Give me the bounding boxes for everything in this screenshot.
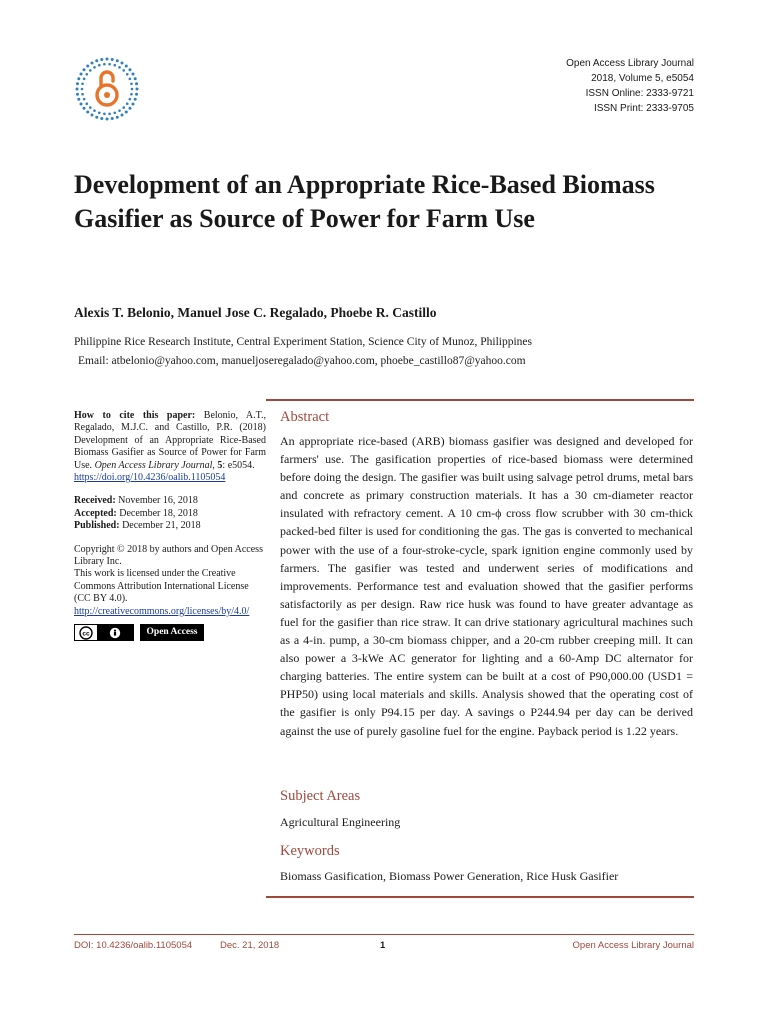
- logo-dot: [93, 66, 96, 69]
- cite-label: How to cite this paper:: [74, 410, 196, 421]
- doi-link[interactable]: https://doi.org/10.4236/oalib.1105054: [74, 472, 226, 484]
- logo-dot: [76, 82, 79, 85]
- logo-dot: [134, 98, 137, 101]
- accepted-date: December 18, 2018: [119, 507, 198, 519]
- subject-areas-heading: Subject Areas: [280, 788, 361, 804]
- logo-dot: [128, 107, 131, 110]
- logo-dot: [100, 58, 103, 61]
- logo-dot: [108, 63, 111, 66]
- logo-dot: [131, 103, 134, 106]
- abstract-body: An appropriate rice-based (ARB) biomass gasifier was designed and developed for farmers' use. The gasification properties of rice-based biomass were determined before doing the design. The gasifier was built using salvage petrol drums, metal bars and concrete as primary construction materials. It has a 30 cm-diameter reactor insulated with refractory cement. A 10 cm-ϕ cross flow scrubber with 30 cm-thick packed-bed filter is used for conditioning the gas. The gas is converted to mechanical power with the use of a four-stroke-cycle, spark ignition engine commonly used by farmers. The gasifier was tested and underwent series of modifications and improvements. Performance test and evaluation showed that the gasifier performs satisfactorily as per design. Raw rice husk was found to have greater advantage as fuel for the gasifier than rice straw. It can drive stationary agricultural machines such as a 4-in. pump, a 30-cm biomass chipper, and a 20-cm rubber creeping mill. It can also power a 3-kWe AC generator for lighting and a 60-Amp DC alternator for charging batteries. The entire system can be built at a cost of P90,000.00 (USD1 = PHP50) using local materials and skills. Analysis showed that the operating cost of the gasifier is only P94.15 per day. A savings o P244.94 per day can be derived against the use of purely gasoline fuel for the engine. Payback period is 1.22 years.: [280, 434, 693, 738]
- logo-dot: [126, 102, 129, 105]
- logo-dot: [106, 58, 109, 61]
- published-date: December 21, 2018: [122, 520, 201, 532]
- published-label: Published:: [74, 520, 120, 532]
- logo-dot: [111, 58, 114, 61]
- citation-block: How to cite this paper: Belonio, A.T., Regalado, M.J.C. and Castillo, P.R. (2018) Development of an Appropriate Rice-Based Biomass Gasifier as Source of Power for Farm Use. Open Access Library Journal, 5: e5054.: [74, 410, 266, 471]
- logo-dot: [91, 113, 94, 116]
- open-access-lock-icon: [97, 72, 117, 105]
- logo-dot: [135, 93, 138, 96]
- footer-date: Dec. 21, 2018: [220, 940, 280, 951]
- logo-dot: [76, 93, 79, 96]
- logo-dot: [77, 77, 80, 80]
- license-link[interactable]: http://creativecommons.org/licenses/by/4.0/: [74, 605, 250, 617]
- logo-dot: [98, 64, 101, 67]
- logo-dot: [89, 106, 92, 109]
- logo-dot: [128, 68, 131, 71]
- page-footer: [74, 940, 694, 954]
- keywords-heading: Keywords: [280, 843, 340, 859]
- logo-dot: [103, 63, 106, 66]
- cite-journal: Open Access Library Journal: [94, 459, 213, 471]
- paper-authors: Alexis T. Belonio, Manuel Jose C. Regalado, Phoebe R. Castillo: [74, 305, 437, 320]
- logo-dot: [85, 73, 88, 76]
- logo-dot: [93, 109, 96, 112]
- received-label: Received:: [74, 495, 116, 507]
- logo-dot: [118, 109, 121, 112]
- logo-dot: [130, 83, 133, 86]
- logo-dot: [121, 62, 124, 65]
- license-text: This work is licensed under the Creative Commons Attribution International License (CC BY 4.0).: [74, 568, 249, 605]
- cite-article: e5054.: [227, 459, 255, 471]
- journal-name: Open Access Library Journal: [566, 58, 694, 69]
- published-date-line: [74, 520, 266, 532]
- logo-dot: [121, 113, 124, 116]
- logo-dot: [113, 111, 116, 114]
- logo-dot: [86, 110, 89, 113]
- logo-dot: [125, 65, 128, 68]
- paper-title: Development of an Appropriate Rice-Based Biomass Gasifier as Source of Power for Farm Use: [74, 170, 655, 233]
- logo-dot: [113, 64, 116, 67]
- logo-dot: [116, 116, 119, 119]
- journal-volume: 2018, Volume 5, e5054: [591, 73, 694, 84]
- logo-dot: [116, 59, 119, 62]
- logo-dot: [86, 65, 89, 68]
- abstract-heading: Abstract: [280, 409, 330, 425]
- svg-text:cc: cc: [82, 630, 90, 638]
- logo-dot: [80, 103, 83, 106]
- copyright-text: Copyright © 2018 by authors and Open Access Library Inc.: [74, 543, 263, 568]
- creative-commons-by-icon[interactable]: [74, 624, 134, 641]
- open-access-logo-icon: [74, 56, 140, 122]
- article-sidebar: [74, 410, 266, 641]
- page-number: 1: [380, 940, 386, 951]
- logo-dot: [103, 113, 106, 116]
- logo-dot-ring: [76, 58, 139, 121]
- journal-info: [566, 56, 694, 116]
- subject-areas-body: Agricultural Engineering: [280, 815, 401, 829]
- cite-volume: 5: [217, 459, 223, 471]
- license-badges: [74, 624, 266, 641]
- logo-dot: [81, 83, 84, 86]
- footer-journal-name: Open Access Library Journal: [572, 940, 694, 951]
- logo-dot: [125, 110, 128, 113]
- logo-dot: [81, 93, 84, 96]
- logo-dot: [89, 69, 92, 72]
- logo-dot: [126, 73, 129, 76]
- logo-dot: [131, 73, 134, 76]
- logo-dot: [134, 77, 137, 80]
- logo-dot: [129, 78, 132, 81]
- logo-dot: [91, 62, 94, 65]
- issn-online: ISSN Online: 2333-9721: [585, 88, 694, 99]
- author-affiliation: Philippine Rice Research Institute, Central Experiment Station, Science City of Munoz, Philippines: [74, 336, 533, 348]
- logo-dot: [111, 117, 114, 120]
- logo-dot: [130, 93, 133, 96]
- footer-doi: DOI: 10.4236/oalib.1105054: [74, 940, 193, 951]
- received-date: November 16, 2018: [118, 495, 198, 507]
- cc-icon: [75, 624, 97, 641]
- logo-dot: [80, 73, 83, 76]
- accepted-date-line: [74, 508, 266, 520]
- logo-dot: [106, 118, 109, 121]
- logo-dot: [122, 106, 125, 109]
- logo-dot: [85, 102, 88, 105]
- keywords-bottom-rule: [266, 896, 694, 898]
- cite-text: Belonio, A.T., Regalado, M.J.C. and Castillo, P.R. (2018) Development of an Appropriate Rice-Based Biomass Gasifier as Source of Power for Farm Use.: [74, 410, 266, 471]
- abstract-section: [280, 409, 693, 740]
- by-icon: [97, 625, 133, 640]
- logo-dot: [129, 98, 132, 101]
- logo-dot: [108, 113, 111, 116]
- open-access-badge[interactable]: Open Access: [140, 624, 204, 641]
- logo-dot: [135, 82, 138, 85]
- logo-dot: [122, 69, 125, 72]
- footer-rule: [74, 934, 694, 935]
- logo-dot: [136, 88, 139, 91]
- logo-dot: [118, 66, 121, 69]
- keywords-body: Biomass Gasification, Biomass Power Generation, Rice Husk Gasifier: [280, 869, 619, 883]
- issn-print: ISSN Print: 2333-9705: [593, 103, 694, 114]
- logo-dot: [76, 88, 79, 91]
- logo-dot: [83, 78, 86, 81]
- logo-dot: [77, 98, 80, 101]
- logo-dot: [83, 98, 86, 101]
- logo-dot: [81, 88, 84, 91]
- logo-dot: [98, 111, 101, 114]
- logo-dot: [83, 107, 86, 110]
- accepted-label: Accepted:: [74, 507, 117, 519]
- logo-dot: [131, 88, 134, 91]
- logo-dot: [95, 59, 98, 62]
- logo-dot: [95, 116, 98, 119]
- abstract-top-rule: [266, 399, 694, 401]
- logo-dot: [83, 68, 86, 71]
- logo-dot: [100, 117, 103, 120]
- author-emails: Email: atbelonio@yahoo.com, manueljoseregalado@yahoo.com, phoebe_castillo87@yahoo.com: [78, 355, 526, 367]
- received-date-line: [74, 495, 266, 507]
